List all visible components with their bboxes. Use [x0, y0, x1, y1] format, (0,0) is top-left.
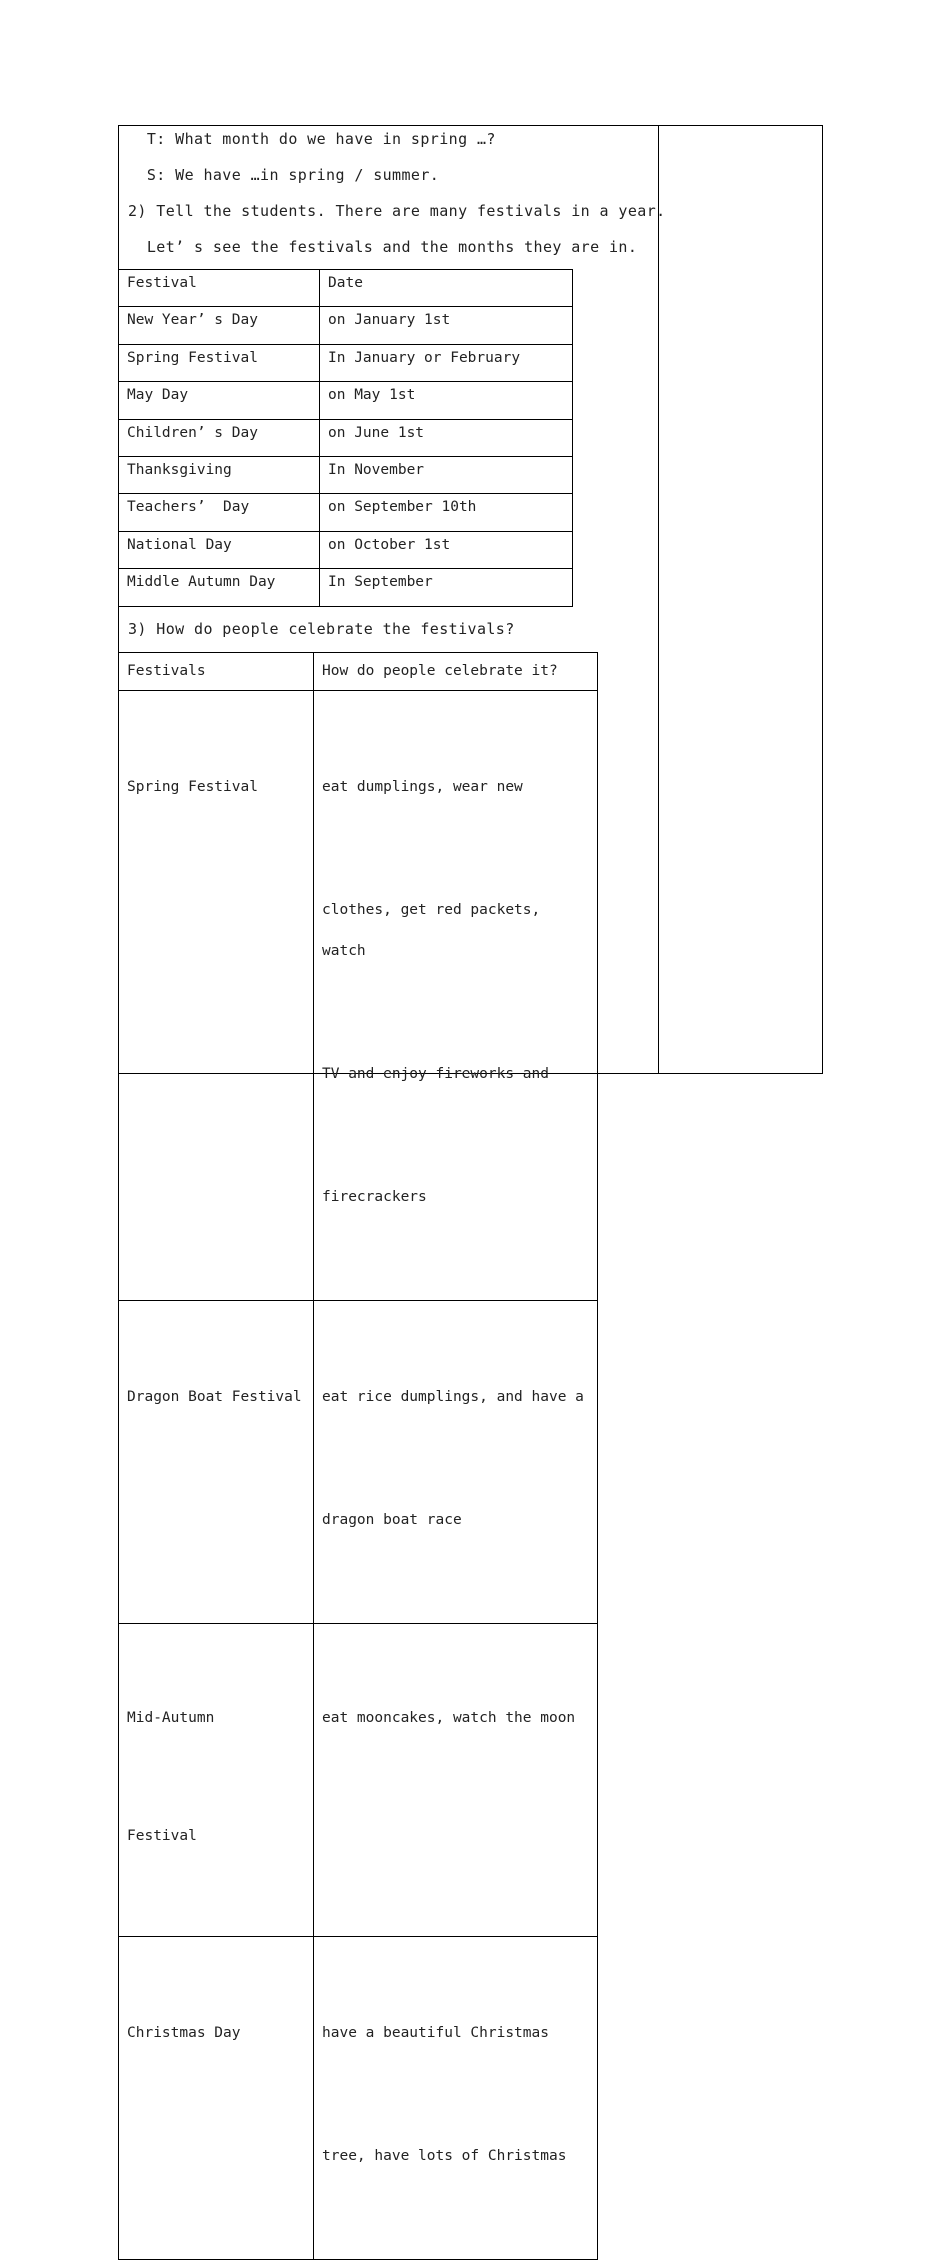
festival-cell: Thanksgiving [119, 456, 320, 493]
activity-cell [314, 691, 598, 1301]
activity-line: eat mooncakes, watch the moon [322, 1710, 576, 1726]
date-cell: on September 10th [320, 494, 573, 531]
activity-cell [314, 1301, 598, 1624]
festival-cell [119, 1624, 314, 1937]
question-3: 3) How do people celebrate the festivals? [128, 620, 515, 638]
table-header-row [119, 653, 598, 691]
intro-line-4: Let’ s see the festivals and the months they are in. [128, 238, 638, 256]
activity-line: have a beautiful Christmas [322, 2025, 549, 2041]
activity-line: eat rice dumplings, and have a [322, 1389, 584, 1405]
festival-line: Mid-Autumn [127, 1710, 215, 1726]
date-cell: In September [320, 569, 573, 606]
activity-line: eat dumplings, wear new [322, 779, 523, 795]
table-header-row [119, 270, 573, 307]
table-row [119, 1624, 598, 1937]
activity-cell [314, 1624, 598, 1937]
intro-line-2: S: We have …in spring / summer. [128, 166, 440, 184]
festival-cell [119, 1301, 314, 1624]
festival-line: Christmas Day [127, 2025, 241, 2041]
table-row [119, 344, 573, 381]
festival-cell: Spring Festival [119, 344, 320, 381]
header-festivals: Festivals [119, 653, 314, 691]
intro-line-1: T: What month do we have in spring …? [128, 130, 496, 148]
column-divider [658, 125, 659, 1074]
festival-line: Dragon Boat Festival [127, 1389, 302, 1405]
table-row [119, 307, 573, 344]
header-festival: Festival [119, 270, 320, 307]
table-row [119, 1937, 598, 2260]
festival-cell: National Day [119, 531, 320, 568]
table-row [119, 1301, 598, 1624]
activity-line: TV and enjoy fireworks and [322, 1066, 549, 1082]
festival-cell [119, 1937, 314, 2260]
festival-cell: Middle Autumn Day [119, 569, 320, 606]
festival-cell: May Day [119, 382, 320, 419]
festival-cell: Children’ s Day [119, 419, 320, 456]
date-cell: on May 1st [320, 382, 573, 419]
activity-line: tree, have lots of Christmas [322, 2148, 567, 2164]
activity-line: dragon boat race [322, 1512, 462, 1528]
table-row [119, 456, 573, 493]
date-cell: In November [320, 456, 573, 493]
date-cell: on January 1st [320, 307, 573, 344]
intro-line-3: 2) Tell the students. There are many festivals in a year. [128, 202, 666, 220]
festival-cell: Teachers’ Day [119, 494, 320, 531]
festival-dates-table [118, 269, 573, 607]
activity-line: firecrackers [322, 1189, 427, 1205]
table-row [119, 569, 573, 606]
table-row [119, 494, 573, 531]
activity-cell [314, 1937, 598, 2260]
festival-cell: New Year’ s Day [119, 307, 320, 344]
header-celebrate: How do people celebrate it? [314, 653, 598, 691]
date-cell: In January or February [320, 344, 573, 381]
festival-line: Spring Festival [127, 779, 258, 795]
activity-line: clothes, get red packets, watch [322, 902, 549, 959]
date-cell: on October 1st [320, 531, 573, 568]
header-date: Date [320, 270, 573, 307]
date-cell: on June 1st [320, 419, 573, 456]
table-row [119, 691, 598, 1301]
table-row [119, 382, 573, 419]
table-row [119, 419, 573, 456]
festival-line: Festival [127, 1828, 197, 1844]
celebration-table [118, 652, 598, 2260]
table-row [119, 531, 573, 568]
festival-cell [119, 691, 314, 1301]
